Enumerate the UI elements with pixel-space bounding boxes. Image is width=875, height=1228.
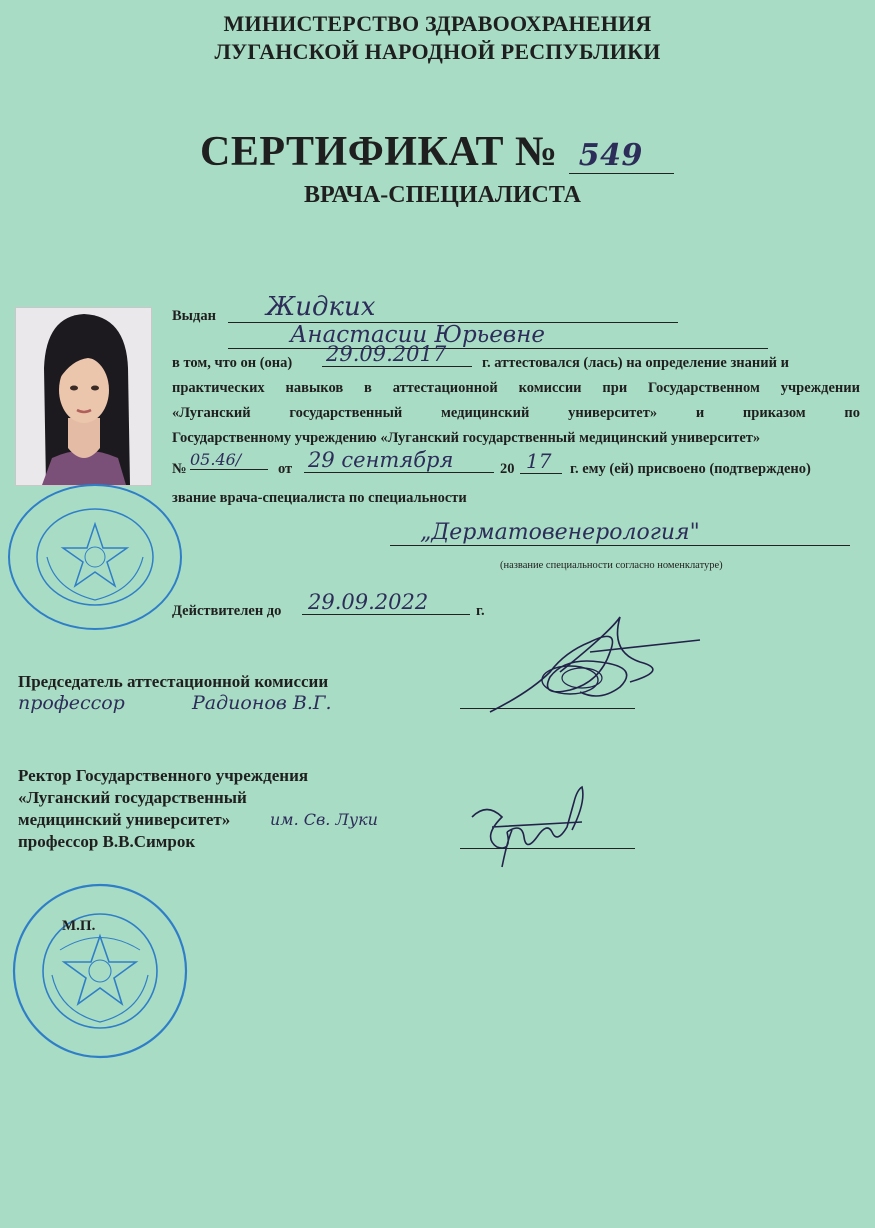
certificate-subtitle: ВРАЧА-СПЕЦИАЛИСТА (304, 182, 581, 208)
ministry-line-1: МИНИСТЕРСТВО ЗДРАВООХРАНЕНИЯ (223, 11, 652, 36)
issued-label: Выдан (172, 308, 216, 324)
body-line-4: «Луганский государственный медицинский университет» и приказом по (172, 405, 860, 421)
chair-name-handwritten: Радионов В.Г. (192, 692, 332, 714)
attestation-date: 29.09.2017 (322, 342, 472, 367)
holder-given-names: Анастасии Юрьевне (228, 322, 768, 349)
order-number: 05.46/ (190, 450, 268, 470)
specialty-note: (название специальности согласно номенклатуре) (500, 560, 723, 571)
specialty-name: „Дерматовенерология" (390, 520, 850, 546)
certify-suffix: г. аттестовался (лась) на определение знаний и (482, 355, 789, 371)
order-day-month: 29 сентября (304, 448, 494, 473)
chair-signature (470, 612, 710, 727)
chair-title-handwritten: профессор (18, 692, 125, 714)
valid-until-label: Действителен до (172, 603, 282, 619)
seal-stamp-bottom (10, 880, 190, 1067)
chair-label: Председатель аттестационной комиссии (18, 672, 329, 691)
order-year-prefix: 20 (500, 461, 515, 477)
certificate-number: 549 (569, 138, 674, 174)
certificate-title (200, 128, 674, 176)
order-number-prefix: № (172, 461, 187, 477)
valid-until-suffix: г. (476, 603, 485, 619)
valid-until-date: 29.09.2022 (302, 590, 470, 615)
stamp-place-mark: М.П. (62, 918, 96, 934)
rector-line-3: медицинский университет» (18, 810, 231, 829)
body-line-5: Государственному учреждению «Луганский государственный медицинский университет» (172, 430, 761, 446)
holder-photo (15, 307, 152, 486)
rector-line-1: Ректор Государственного учреждения (18, 766, 309, 785)
rector-signature (462, 782, 602, 887)
seal-stamp-top (5, 482, 185, 637)
ministry-line-2: ЛУГАНСКОЙ НАРОДНОЙ РЕСПУБЛИКИ (214, 39, 661, 64)
order-from-label: от (278, 461, 293, 477)
holder-surname: Жидких (228, 292, 678, 323)
body-line-3: практических навыков в аттестационной комиссии при Государственном учреждении (172, 380, 860, 396)
rector-line-4: профессор В.В.Симрок (18, 832, 196, 851)
order-suffix: г. ему (ей) присвоено (подтверждено) (570, 461, 811, 477)
certificate-title-text: СЕРТИФИКАТ № (200, 129, 558, 175)
rector-line-2: «Луганский государственный (18, 788, 247, 807)
order-year-suffix: 17 (520, 449, 562, 474)
certify-prefix: в том, что он (она) (172, 355, 293, 371)
body-line-7: звание врача-специалиста по специальности (172, 490, 467, 506)
rector-handwritten-addition: им. Св. Луки (270, 810, 378, 829)
